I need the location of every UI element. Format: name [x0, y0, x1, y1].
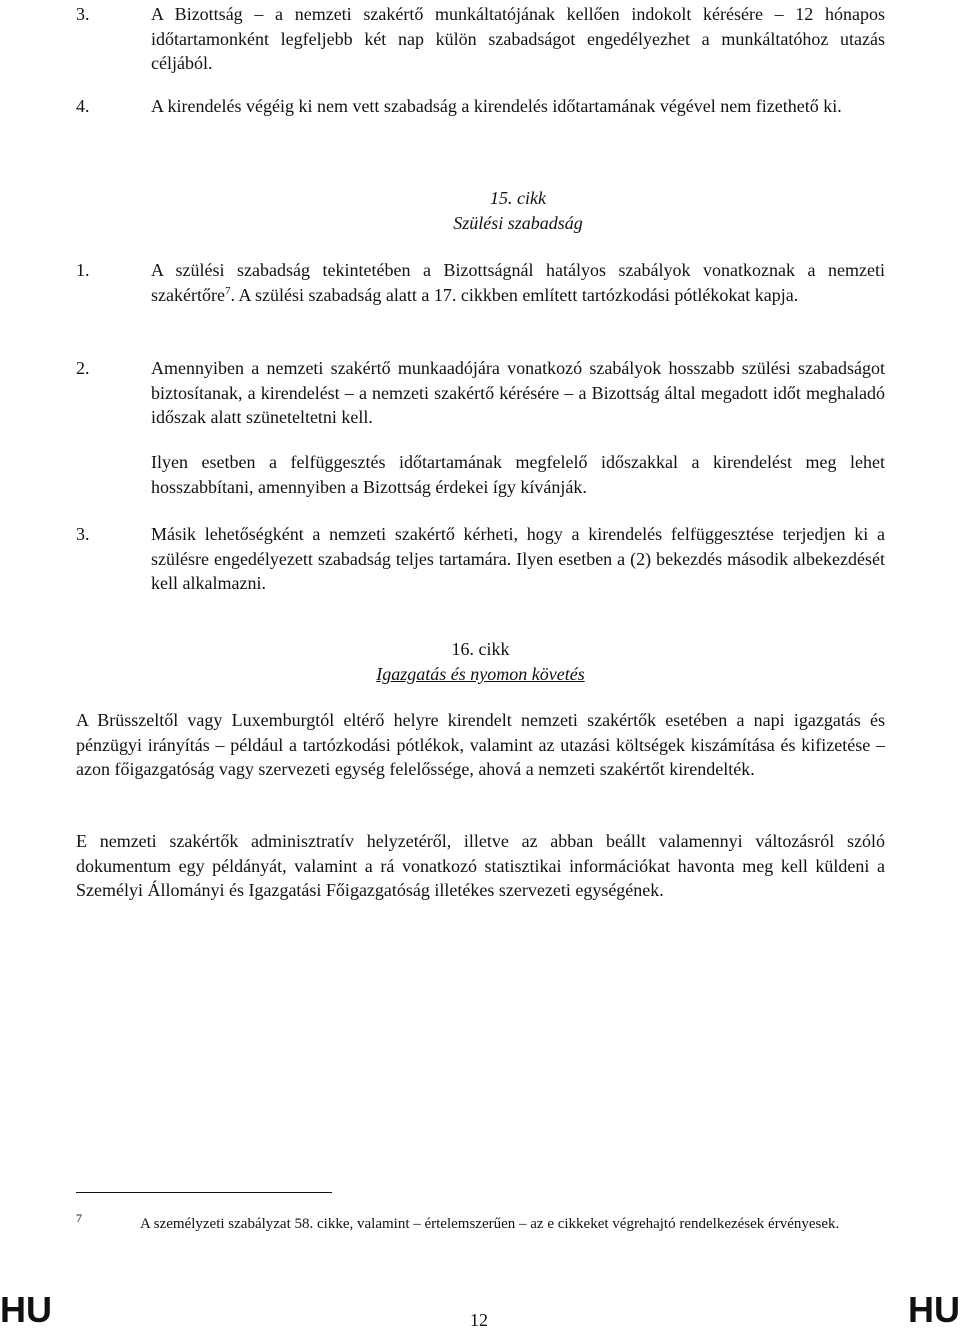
article-title-wrapper	[76, 662, 885, 687]
footnote-reference: 7	[224, 284, 231, 297]
paragraph-text: Amennyiben a nemzeti szakértő munkaadójára vonatkozó szabályok hosszabb szülési szabadságot biztosítanak, a kirendelést – a nemzeti szakértő kérésére – a Bizottság által megadott időt meghaladó időszak alatt szüneteltetni kell.	[151, 358, 885, 427]
subparagraph-text: Ilyen esetben a felfüggesztés időtartamának megfelelő időszakkal a kirendelést meg lehet hosszabbítani, amennyiben a Bizottság érdekei így kívánják.	[151, 452, 885, 497]
paragraph-text: Másik lehetőségként a nemzeti szakértő kérheti, hogy a kirendelés felfüggesztése terjedjen ki a szülésre engedélyezett szabadság teljes tartamára. Ilyen esetben a (2) bekezdés második albekezdését kell alkalmazni.	[151, 524, 885, 593]
paragraph-text: A Bizottság – a nemzeti szakértő munkáltatójának kellően indokolt kérésére – 12 hónapos időtartamonként legfeljebb két nap külön szabadságot engedélyezhet a munkáltatóhoz utazás céljából.	[151, 4, 885, 73]
paragraph-text: E nemzeti szakértők adminisztratív helyzetéről, illetve az abban beállt valamennyi változásról szóló dokumentum egy példányát, valamint a rá vonatkozó statisztikai információkat havonta meg kell küldeni a Személyi Állományi és Igazgatási Főigazgatóság illetékes szervezeti egységének.	[76, 831, 885, 900]
item-number: 1.	[76, 260, 90, 280]
item-number: 3.	[76, 524, 90, 544]
page-number: 12	[470, 1310, 488, 1330]
article-title: Szülési szabadság	[453, 213, 583, 233]
footnote-text: A személyzeti szabályzat 58. cikke, valamint – értelemszerűen – az e cikkeket végrehajtó rendelkezések érvényesek.	[140, 1216, 840, 1232]
article-number: 16. cikk	[451, 639, 510, 659]
paragraph-text: A kirendelés végéig ki nem vett szabadság a kirendelés időtartamának végével nem fizethető ki.	[151, 96, 842, 116]
item-number: 2.	[76, 358, 90, 378]
paragraph-text	[151, 258, 885, 307]
text-segment: . A szülési szabadság alatt a 17. cikkben említett tartózkodási pótlékokat kapja.	[230, 284, 799, 305]
item-number: 3.	[76, 4, 90, 24]
item-number: 4.	[76, 96, 90, 116]
paragraph-text: A Brüsszeltől vagy Luxemburgtól eltérő helyre kirendelt nemzeti szakértők esetében a napi igazgatás és pénzügyi irányítás – például a tartózkodási pótlékok, valamint az utazási költségek kiszámítása és kifizetése – azon főigazgatóság vagy szervezeti egység felelőssége, ahová a nemzeti szakértőt kirendelték.	[76, 710, 885, 779]
footnote-number: 7	[76, 1211, 82, 1225]
text-segment: A szülési szabadság tekintetében a Bizottságnál hatályos szabályok vonatkoznak a nemzeti szakértőre	[151, 260, 885, 305]
language-code-left: HU	[0, 1289, 52, 1330]
language-code-right: HU	[908, 1289, 960, 1330]
article-title: Igazgatás és nyomon követés	[376, 664, 585, 684]
footnote-separator	[76, 1192, 332, 1193]
article-number: 15. cikk	[490, 188, 546, 208]
